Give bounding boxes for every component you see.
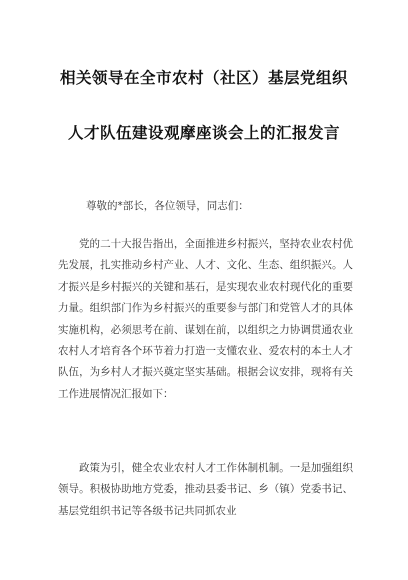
document-title-line-2: 人才队伍建设观摩座谈会上的汇报发言 [67, 124, 340, 142]
body-paragraph-2: 政策为引，健全农业农村人才工作体制机制。一是加强组织领导。积极协助地方党委，推动县委书记、乡（镇）党委书记、基层党组织书记等各级书记共同抓农业 [58, 462, 353, 517]
salutation: 尊敬的*部长，各位领导，同志们： [86, 200, 249, 212]
document-title-line-1: 相关领导在全市农村（社区）基层党组织 [59, 69, 348, 87]
body-paragraph-1: 党的二十大报告指出，全面推进乡村振兴，坚持农业农村优先发展，扎实推动乡村产业、人才、文化、生态、组织振兴。人才振兴是乡村振兴的关键和基石，是实现农业农村现代化的重要力量。组织部门作为乡村振兴的重要参与部门和党管人才的具体实施机构，必须思考在前、谋划在前，以组织之力协调贯通农业农村人才培育各个环节着力打造一支懂农业、爱农村的本土人才队伍，为乡村人才振兴奠定坚实基础。根据会议安排，现将有关工作进展情况汇报如下： [58, 238, 353, 400]
